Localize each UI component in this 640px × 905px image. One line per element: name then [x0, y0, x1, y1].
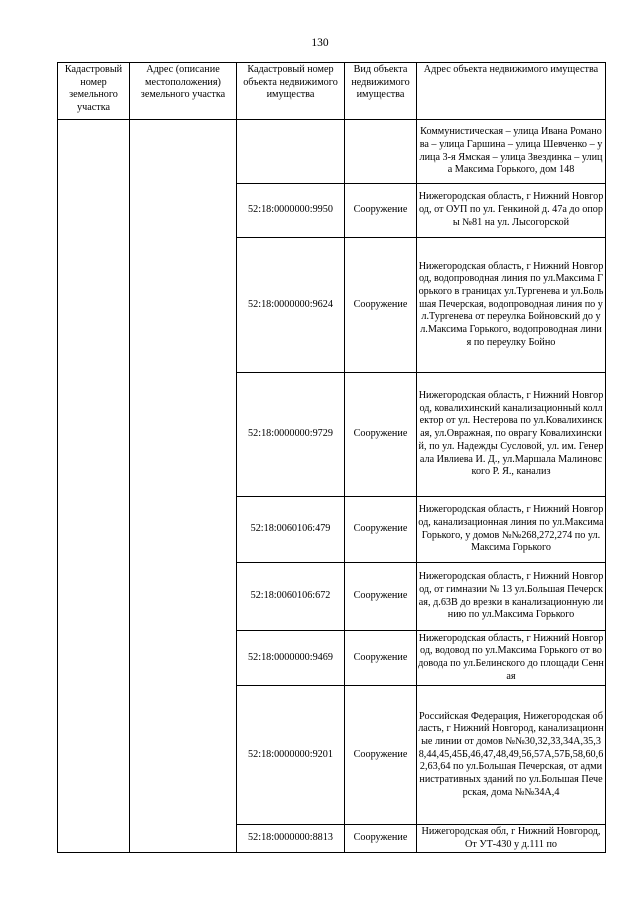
object-address-cell: Нижегородская область, г Нижний Новгород, канализационная линия по ул.Максима Горького, у домов №№268,272,274 по ул.Максима Горького: [417, 497, 606, 563]
object-type-cell: Сооружение: [345, 184, 417, 238]
object-type-cell: [345, 120, 417, 184]
header-object-type: Вид объекта недвижимого имущества: [345, 63, 417, 120]
object-address-cell: Российская Федерация, Нижегородская область, г Нижний Новгород, канализационные линии от домов №№30,32,33,34А,35,38,44,45,45Б,46,47,48,49,56,57А,57Б,58,60,62,63,64 по ул.Большая Печерская, от административных зданий по ул.Большая Печерская, дома №№34А,4: [417, 686, 606, 825]
registry-table: [57, 62, 606, 853]
object-address-cell: Нижегородская обл, г Нижний Новгород, От УТ-430 у д.111 по: [417, 825, 606, 853]
land-cadastral-cell: [58, 120, 130, 853]
object-cadastral-cell: [237, 120, 345, 184]
object-address-cell: Нижегородская область, г Нижний Новгород, от гимназии № 13 ул.Большая Печерская, д.63В до врезки в канализационную линию по ул.Максима Горького: [417, 563, 606, 631]
object-type-cell: Сооружение: [345, 497, 417, 563]
object-address-cell: Нижегородская область, г Нижний Новгород, водовод по ул.Максима Горького от водовода по ул.Белинского до площади Сенная: [417, 631, 606, 686]
object-type-cell: Сооружение: [345, 631, 417, 686]
object-type-cell: Сооружение: [345, 373, 417, 497]
object-cadastral-cell: 52:18:0000000:8813: [237, 825, 345, 853]
object-address-cell: Коммунистическая – улица Ивана Романова – улица Гаршина – улица Шевченко – улица 3-я Ямская – улица Звездинка – улица Максима Горького, дом 148: [417, 120, 606, 184]
object-cadastral-cell: 52:18:0000000:9729: [237, 373, 345, 497]
header-land-cadastral-number: Кадастровый номер земельного участка: [58, 63, 130, 120]
header-row: [58, 63, 606, 120]
object-address-cell: Нижегородская область, г Нижний Новгород, от ОУП по ул. Генкиной д. 47а до опоры №81 на ул. Лысогорской: [417, 184, 606, 238]
object-type-cell: Сооружение: [345, 238, 417, 373]
object-cadastral-cell: 52:18:0000000:9201: [237, 686, 345, 825]
header-land-address: Адрес (описание местоположения) земельного участка: [130, 63, 237, 120]
object-type-cell: Сооружение: [345, 563, 417, 631]
table-row: [58, 120, 606, 184]
object-cadastral-cell: 52:18:0060106:479: [237, 497, 345, 563]
object-cadastral-cell: 52:18:0000000:9469: [237, 631, 345, 686]
header-object-address: Адрес объекта недвижимого имущества: [417, 63, 606, 120]
object-address-cell: Нижегородская область, г Нижний Новгород, водопроводная линия по ул.Максима Горького в границах ул.Тургенева и ул.Большая Печерская, водопроводная линия по ул.Тургенева от переулка Бойновский до ул.Максима Горького, водопроводная линия по переулку Бойно: [417, 238, 606, 373]
object-address-cell: Нижегородская область, г Нижний Новгород, ковалихинский канализационный коллектор от ул. Нестерова по ул.Ковалихинская, ул.Овражная, по оврагу Ковалихинский, по ул. Надежды Сусловой, ул. им. Генерала Ивлиева И. Д., ул.Маршала Малиновского Р. Я., канализ: [417, 373, 606, 497]
object-type-cell: Сооружение: [345, 686, 417, 825]
object-type-cell: Сооружение: [345, 825, 417, 853]
object-cadastral-cell: 52:18:0060106:672: [237, 563, 345, 631]
header-object-cadastral-number: Кадастровый номер объекта недвижимого имущества: [237, 63, 345, 120]
object-cadastral-cell: 52:18:0000000:9950: [237, 184, 345, 238]
page-number: 130: [311, 37, 329, 49]
object-cadastral-cell: 52:18:0000000:9624: [237, 238, 345, 373]
land-address-cell: [130, 120, 237, 853]
